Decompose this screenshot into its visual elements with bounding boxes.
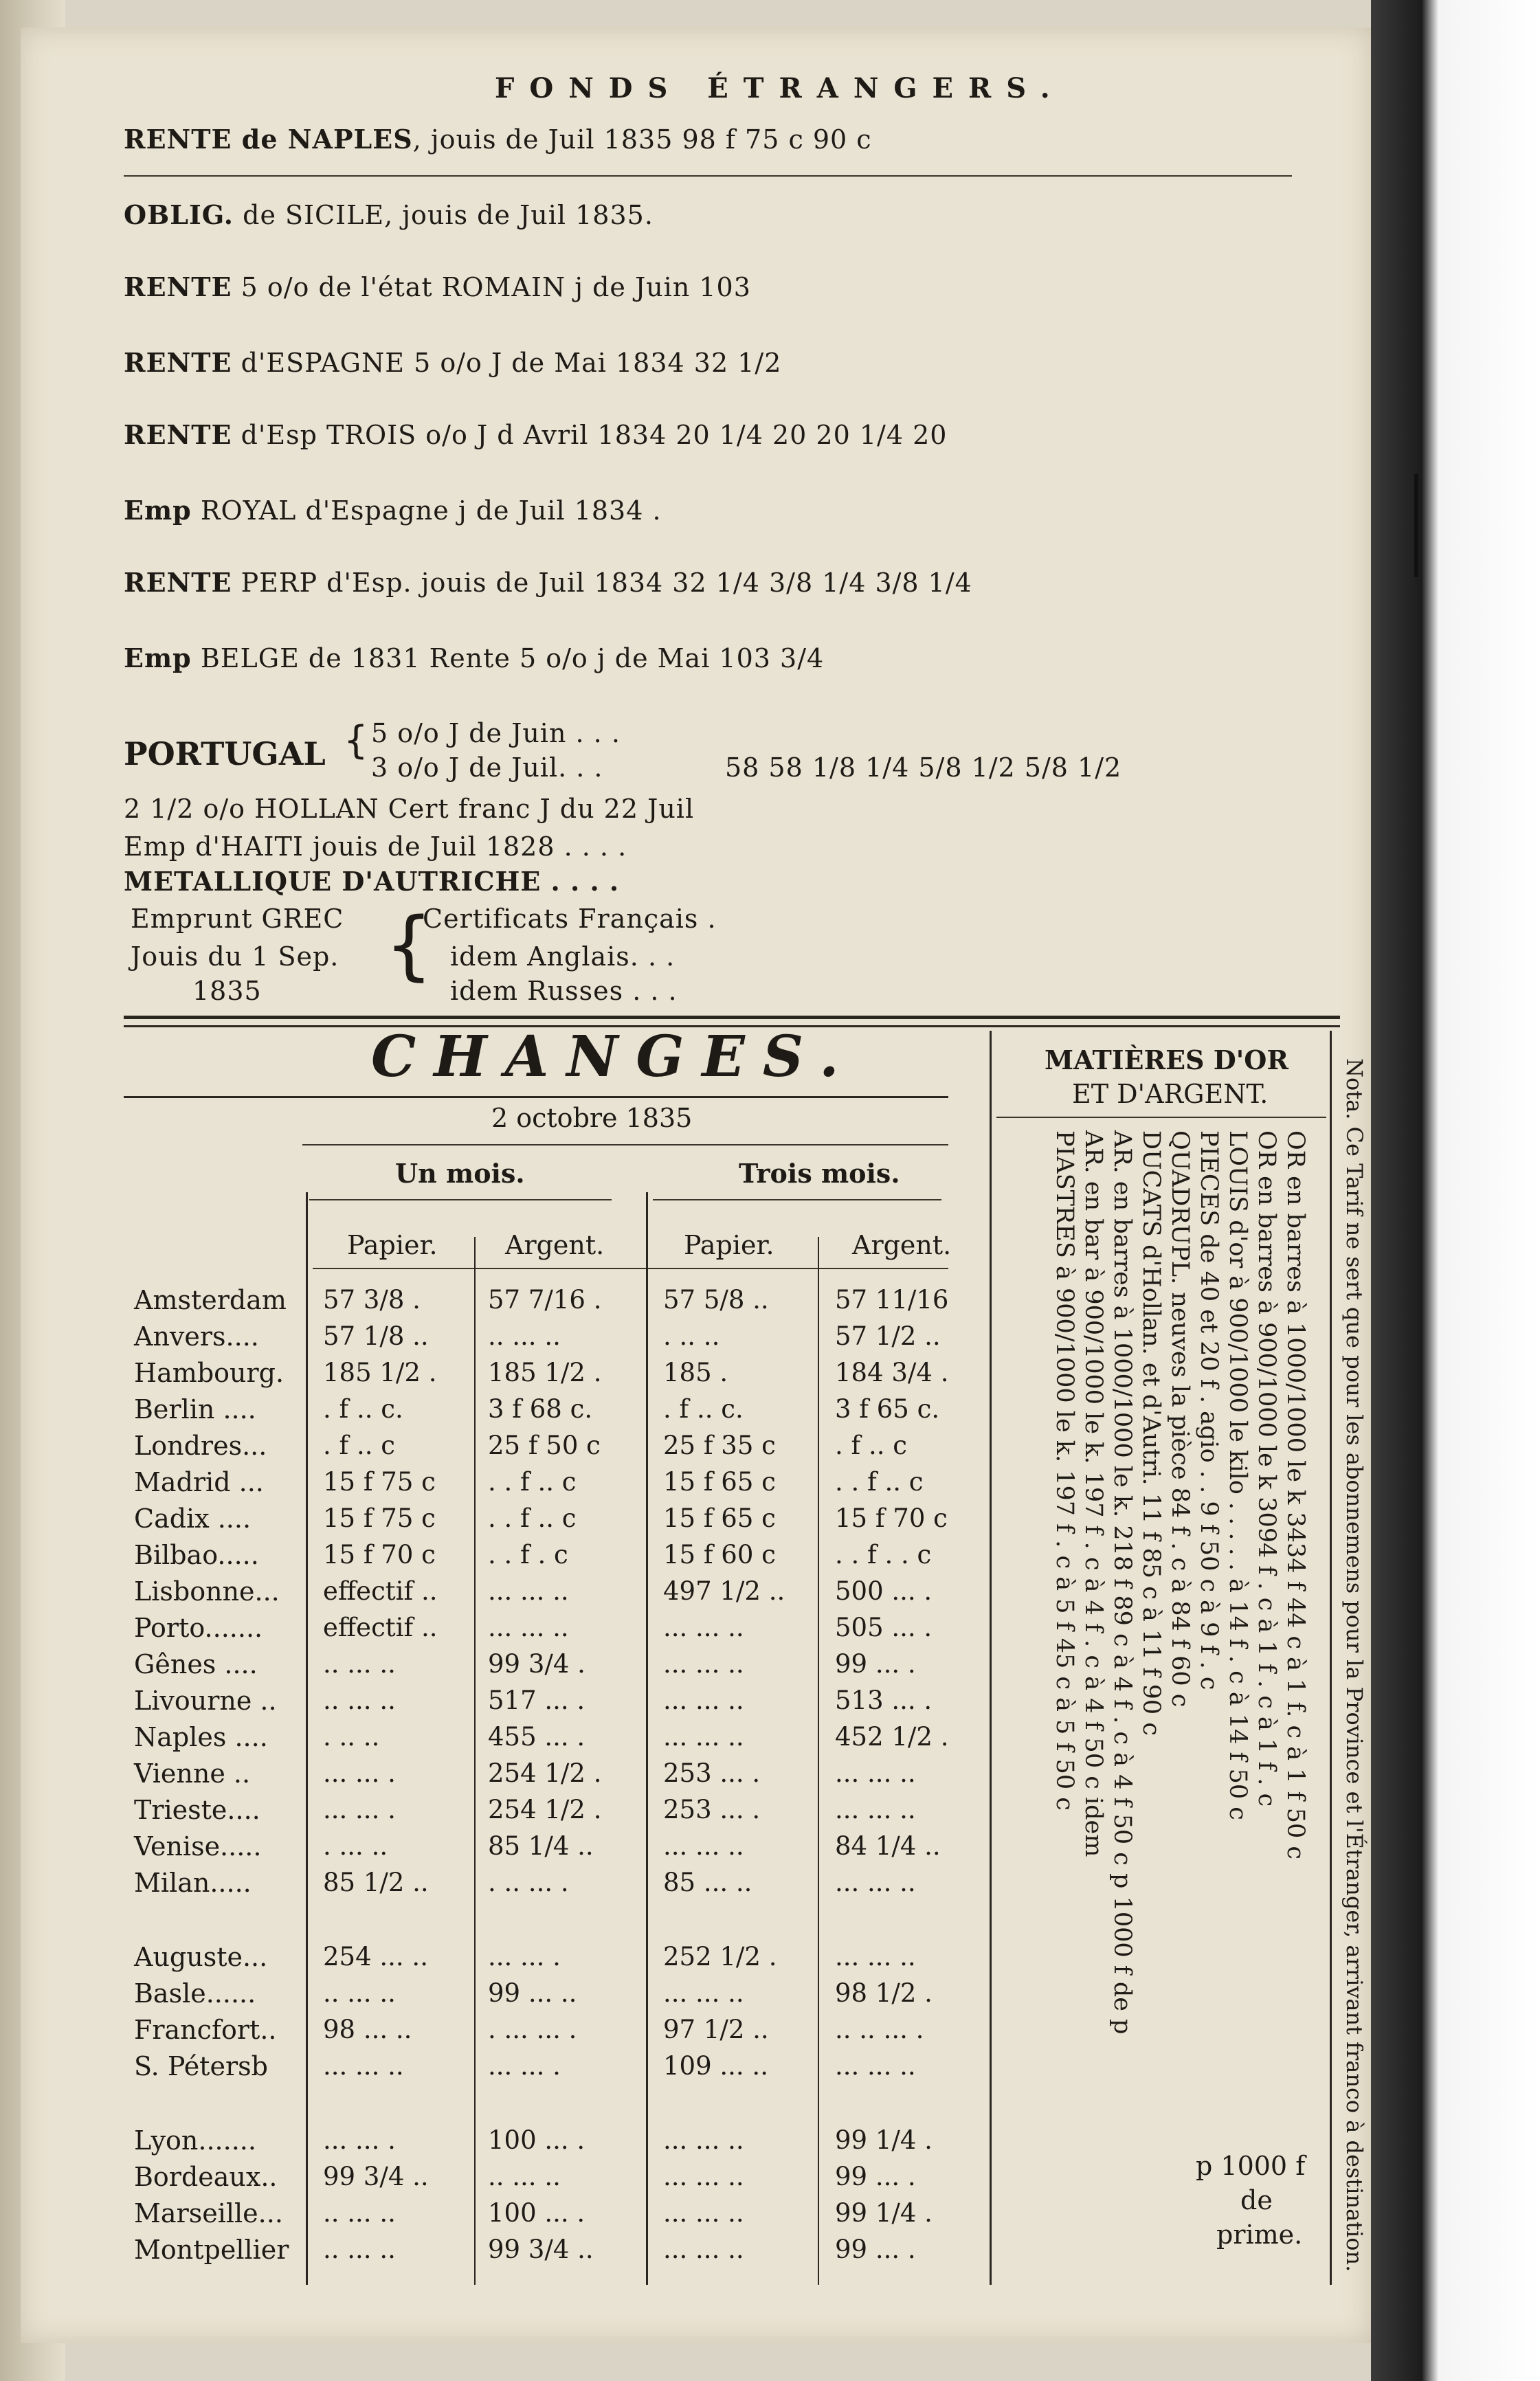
rate-cell: effectif ..	[323, 1576, 438, 1606]
rate-cell: 85 1/4 ..	[488, 1831, 594, 1861]
rate-cell: ... ... ..	[663, 2162, 744, 2191]
prime-line-1: p 1000 f	[1196, 2151, 1306, 2181]
portugal-sub2: 3 o/o J de Juil. . .	[371, 752, 603, 783]
rate-cell: ... ... ..	[323, 2051, 404, 2081]
rate-cell: 99 ... .	[835, 2235, 916, 2264]
city-name: Livourne ..	[134, 1686, 277, 1716]
rate-cell: ... ... .	[323, 1758, 396, 1788]
city-name: Madrid ...	[134, 1467, 264, 1497]
grec-r2: idem Anglais. . .	[450, 941, 676, 972]
rate-cell: 3 f 68 c.	[488, 1394, 593, 1424]
rate-cell: 254 1/2 .	[488, 1758, 602, 1788]
fonds-line-text: BELGE de 1831 Rente 5 o/o j de Mai 103 3/4	[191, 643, 825, 673]
rate-cell: 57 1/8 ..	[323, 1321, 429, 1351]
fonds-line-text: PERP d'Esp. jouis de Juil 1834 32 1/4 3/8 1/4 3/8 1/4	[232, 568, 972, 598]
rate-cell: 97 1/2 ..	[663, 2015, 769, 2044]
rate-cell: ... ... ..	[835, 2051, 916, 2081]
rate-cell: 497 1/2 ..	[663, 1576, 785, 1606]
rate-cell: 100 ... .	[488, 2198, 585, 2228]
city-name: Porto.......	[134, 1613, 263, 1643]
rate-cell: .. ... ..	[323, 2235, 396, 2264]
rate-cell: 252 1/2 .	[663, 1942, 777, 1971]
rate-cell: ... ... ..	[663, 1649, 744, 1679]
rate-cell: ... ... ..	[663, 1613, 744, 1642]
rate-cell: ... ... .	[323, 2125, 396, 2155]
rate-cell: 57 3/8 .	[323, 1285, 421, 1315]
rate-cell: ... ... .	[323, 1795, 396, 1824]
column-rule	[474, 1237, 476, 2285]
matieres-title-1: MATIÈRES D'OR	[1045, 1044, 1288, 1075]
papier-header: Papier.	[684, 1230, 774, 1260]
rate-cell: ... ... .	[488, 2051, 561, 2081]
margin-mark	[1414, 474, 1418, 577]
rate-cell: 99 ... .	[835, 1649, 916, 1679]
fonds-line-belge	[124, 642, 824, 673]
rate-cell: 185 1/2 .	[323, 1358, 437, 1387]
rate-cell: 15 f 75 c	[323, 1504, 436, 1533]
brace-line	[653, 1199, 941, 1200]
fonds-line-text: de SICILE, jouis de Juil 1835.	[234, 200, 654, 230]
city-name: Basle......	[134, 1978, 256, 2009]
matieres-line: PIASTRES à 900/1000 le k. 197 f . c à 5 f 45 c à 5 f 50 c	[1051, 1130, 1078, 1811]
city-name: Bilbao.....	[134, 1540, 259, 1570]
separator	[313, 1268, 948, 1269]
rate-cell: 15 f 70 c	[323, 1540, 436, 1569]
city-name: S. Pétersb	[134, 2051, 268, 2081]
rate-cell: 99 ... ..	[488, 1978, 577, 2008]
fonds-line-label: Emp	[124, 495, 192, 526]
rate-cell: ... ... ..	[663, 1722, 744, 1752]
rate-cell: . . f .. c	[835, 1467, 924, 1497]
rate-cell: 98 1/2 .	[835, 1978, 933, 2008]
city-name: Naples ....	[134, 1722, 268, 1752]
rate-cell: 57 11/16	[835, 1285, 949, 1315]
rate-cell: 99 3/4 .	[488, 1649, 585, 1679]
fonds-line-label: OBLIG.	[124, 199, 234, 230]
fonds-line-romain	[124, 271, 751, 302]
rate-cell: . f .. c.	[323, 1394, 403, 1424]
city-name: Anvers....	[134, 1321, 259, 1352]
rate-cell: 99 1/4 .	[835, 2125, 933, 2155]
fonds-line-trois	[124, 419, 947, 450]
rate-cell: 98 ... ..	[323, 2015, 412, 2044]
rate-cell: 109 ... ..	[663, 2051, 768, 2081]
rate-cell: 57 7/16 .	[488, 1285, 602, 1315]
rate-cell: 84 1/4 ..	[835, 1831, 941, 1861]
matieres-line: OR en barres à 900/1000 le k 3094 f . c à 1 f . c à 1 f . c	[1253, 1130, 1280, 1807]
fonds-line-label: RENTE	[124, 347, 232, 378]
grec-l3: 1835	[192, 976, 262, 1006]
fonds-line-label: RENTE	[124, 271, 232, 302]
city-name: Berlin ....	[134, 1394, 256, 1424]
rate-cell: ... ... ..	[835, 1758, 916, 1788]
rate-cell: 15 f 60 c	[663, 1540, 776, 1569]
city-name: Gênes ....	[134, 1649, 258, 1679]
fonds-line-naples	[124, 124, 872, 155]
rate-cell: 15 f 65 c	[663, 1467, 776, 1497]
city-name: Londres...	[134, 1431, 267, 1461]
rate-cell: .. .. ... .	[835, 2015, 924, 2044]
city-name: Cadix ....	[134, 1504, 252, 1534]
brace: {	[344, 718, 368, 763]
rate-cell: 57 1/2 ..	[835, 1321, 941, 1351]
rate-cell: ... ... ..	[488, 1576, 569, 1606]
autriche-line: METALLIQUE D'AUTRICHE . . . .	[124, 866, 620, 897]
fonds-line-royal	[124, 495, 662, 526]
rate-cell: 513 ... .	[835, 1686, 933, 1715]
rate-cell: .. ... ..	[488, 2162, 561, 2191]
city-name: Milan.....	[134, 1868, 252, 1898]
rate-cell: .. ... ..	[323, 1649, 396, 1679]
rate-cell: 455 ... .	[488, 1722, 585, 1752]
haiti-line: Emp d'HAITI jouis de Juil 1828 . . . .	[124, 831, 627, 862]
rate-cell: effectif ..	[323, 1613, 438, 1642]
rate-cell: . . f . c	[488, 1540, 568, 1569]
city-name: Francfort..	[134, 2015, 277, 2045]
rate-cell: 100 ... .	[488, 2125, 585, 2155]
rate-cell: 99 ... .	[835, 2162, 916, 2191]
rate-cell: .. ... ..	[323, 2198, 396, 2228]
matieres-line: LOUIS d'or à 900/1000 le kilo . . . . . à 14 f . c à 14 f 50 c	[1224, 1130, 1251, 1820]
rate-cell: ... ... ..	[663, 2198, 744, 2228]
city-name: Lisbonne...	[134, 1576, 280, 1607]
rate-cell: . ... ..	[323, 1831, 388, 1861]
rate-cell: 185 1/2 .	[488, 1358, 602, 1387]
fonds-line-espagne	[124, 347, 781, 378]
rate-cell: . f .. c	[835, 1431, 907, 1460]
fonds-line-text: , jouis de Juil 1835 98 f 75 c 90 c	[412, 124, 872, 155]
fonds-line-label: Emp	[124, 642, 192, 673]
argent-header: Argent.	[852, 1230, 952, 1260]
city-name: Amsterdam	[134, 1285, 287, 1315]
rate-cell: ... ... ..	[663, 1978, 744, 2008]
rate-cell: 253 ... .	[663, 1795, 761, 1824]
rate-cell: ... ... ..	[488, 1613, 569, 1642]
city-name: Venise.....	[134, 1831, 262, 1862]
changes-date: 2 octobre 1835	[491, 1103, 693, 1133]
rate-cell: ... ... ..	[835, 1795, 916, 1824]
separator	[302, 1144, 948, 1145]
fonds-line-text: ROYAL d'Espagne j de Juil 1834 .	[191, 495, 662, 526]
argent-header: Argent.	[505, 1230, 605, 1260]
brace: {	[385, 901, 433, 989]
rate-cell: ... ... ..	[663, 2235, 744, 2264]
rate-cell: 254 ... ..	[323, 1942, 428, 1971]
rate-cell: . .. ... .	[488, 1868, 569, 1897]
fonds-line-label: RENTE de NAPLES	[124, 124, 413, 155]
rate-cell: 3 f 65 c.	[835, 1394, 940, 1424]
grec-l2: Jouis du 1 Sep.	[131, 941, 339, 972]
brace-line	[309, 1199, 612, 1200]
city-name: Vienne ..	[134, 1758, 251, 1789]
portugal-label: PORTUGAL	[124, 735, 326, 772]
city-name: Marseille...	[134, 2198, 283, 2228]
papier-header: Papier.	[347, 1230, 438, 1260]
city-name: Hambourg.	[134, 1358, 284, 1388]
separator	[124, 175, 1292, 177]
hollan-line: 2 1/2 o/o HOLLAN Cert franc J du 22 Juil	[124, 794, 695, 824]
matieres-line: AR. en bar à 900/1000 le k. 197 f . c à 4 f . c à 4 f 50 c idem	[1080, 1130, 1107, 1857]
city-name: Trieste....	[134, 1795, 260, 1825]
fonds-title: FONDS ÉTRANGERS.	[495, 72, 1065, 104]
matieres-line: PIECES de 40 et 20 f . agio . . 9 f 50 c à 9 f . c	[1195, 1130, 1223, 1690]
column-rule	[818, 1237, 819, 2285]
rate-cell: 25 f 35 c	[663, 1431, 776, 1460]
fonds-line-text: 5 o/o de l'état ROMAIN j de Juin 103	[232, 272, 751, 302]
nota-text: Nota. Ce Tarif ne sert que pour les abonnemens pour la Province et l'Étranger, arrivant franco à destination.	[1341, 1058, 1368, 2272]
matieres-line: QUADRUPL. neuves la pièce 84 f . c à 84 f 60 c	[1166, 1130, 1194, 1708]
grec-l1: Emprunt GREC	[131, 904, 344, 934]
rate-cell: 99 3/4 ..	[323, 2162, 429, 2191]
rate-cell: 57 5/8 ..	[663, 1285, 769, 1315]
rate-cell: . .. ..	[323, 1722, 380, 1752]
prime-line-2: de	[1240, 2185, 1273, 2215]
matieres-line: OR en barres à 1000/1000 le k 3434 f 44 c à 1 f. c à 1 f 50 c	[1282, 1130, 1309, 1859]
rate-cell: 85 ... ..	[663, 1868, 752, 1897]
portugal-sub1: 5 o/o J de Juin . . .	[371, 718, 621, 748]
grec-r3: idem Russes . . .	[450, 976, 678, 1006]
rate-cell: ... ... ..	[835, 1868, 916, 1897]
rate-cell: 253 ... .	[663, 1758, 761, 1788]
matieres-line: AR. en barres à 1000/1000 le k. 218 f 89 c à 4 f . c à 4 f 50 c p 1000 f de p	[1108, 1130, 1136, 2035]
rate-cell: . ... ... .	[488, 2015, 577, 2044]
rate-cell: . f .. c	[323, 1431, 395, 1460]
separator	[124, 1016, 1340, 1019]
rate-cell: 500 ... .	[835, 1576, 933, 1606]
rate-cell: ... ... ..	[663, 2125, 744, 2155]
fonds-line-label: RENTE	[124, 567, 232, 598]
rate-cell: 254 1/2 .	[488, 1795, 602, 1824]
grec-r1: Certificats Français .	[423, 904, 717, 934]
rate-cell: ... ... .	[488, 1942, 561, 1971]
matieres-title-2: ET D'ARGENT.	[1072, 1079, 1269, 1109]
fonds-line-label: RENTE	[124, 419, 232, 450]
city-name: Auguste...	[134, 1942, 268, 1972]
fonds-line-perp	[124, 567, 972, 598]
column-rule	[646, 1192, 648, 2285]
rate-cell: . . f .. c	[488, 1467, 577, 1497]
rate-cell: 99 1/4 .	[835, 2198, 933, 2228]
rate-cell: .. ... ..	[323, 1978, 396, 2008]
fonds-line-sicile	[124, 199, 654, 230]
rate-cell: .. ... ..	[488, 1321, 561, 1351]
changes-title: CHANGES.	[371, 1024, 857, 1090]
rate-cell: . . f .. c	[488, 1504, 577, 1533]
rate-cell: 85 1/2 ..	[323, 1868, 429, 1897]
city-name: Bordeaux..	[134, 2162, 278, 2192]
column-rule	[990, 1031, 992, 2285]
separator	[996, 1117, 1326, 1118]
trois-mois-header: Trois mois.	[739, 1158, 900, 1189]
rate-cell: 517 ... .	[488, 1686, 585, 1715]
rate-cell: . f .. c.	[663, 1394, 744, 1424]
city-name: Lyon.......	[134, 2125, 256, 2156]
rate-cell: . . f . . c	[835, 1540, 932, 1569]
portugal-values: 58 58 1/8 1/4 5/8 1/2 5/8 1/2	[725, 752, 1122, 783]
rate-cell: 505 ... .	[835, 1613, 933, 1642]
column-rule	[306, 1192, 308, 2285]
rate-cell: 452 1/2 .	[835, 1722, 949, 1752]
matieres-line: DUCATS d'Hollan. et d'Autri. 11 f 85 c à 11 f 90 c	[1137, 1130, 1165, 1736]
rate-cell: 15 f 65 c	[663, 1504, 776, 1533]
rate-cell: . .. ..	[663, 1321, 720, 1351]
rate-cell: ... ... ..	[663, 1686, 744, 1715]
rate-cell: .. ... ..	[323, 1686, 396, 1715]
rate-cell: 25 f 50 c	[488, 1431, 601, 1460]
rate-cell: 15 f 75 c	[323, 1467, 436, 1497]
column-rule	[1330, 1031, 1332, 2285]
un-mois-header: Un mois.	[395, 1158, 525, 1189]
rate-cell: 15 f 70 c	[835, 1504, 948, 1533]
fonds-line-text: d'Esp TROIS o/o J d Avril 1834 20 1/4 20 20 1/4 20	[232, 420, 948, 450]
rate-cell: 185 .	[663, 1358, 728, 1387]
fonds-line-text: d'ESPAGNE 5 o/o J de Mai 1834 32 1/2	[232, 348, 782, 378]
rate-cell: ... ... ..	[835, 1942, 916, 1971]
rate-cell: 184 3/4 .	[835, 1358, 949, 1387]
prime-line-3: prime.	[1216, 2220, 1303, 2250]
separator	[124, 1096, 948, 1098]
rate-cell: ... ... ..	[663, 1831, 744, 1861]
city-name: Montpellier	[134, 2235, 289, 2265]
rate-cell: 99 3/4 ..	[488, 2235, 594, 2264]
page-edge	[1371, 0, 1540, 2381]
